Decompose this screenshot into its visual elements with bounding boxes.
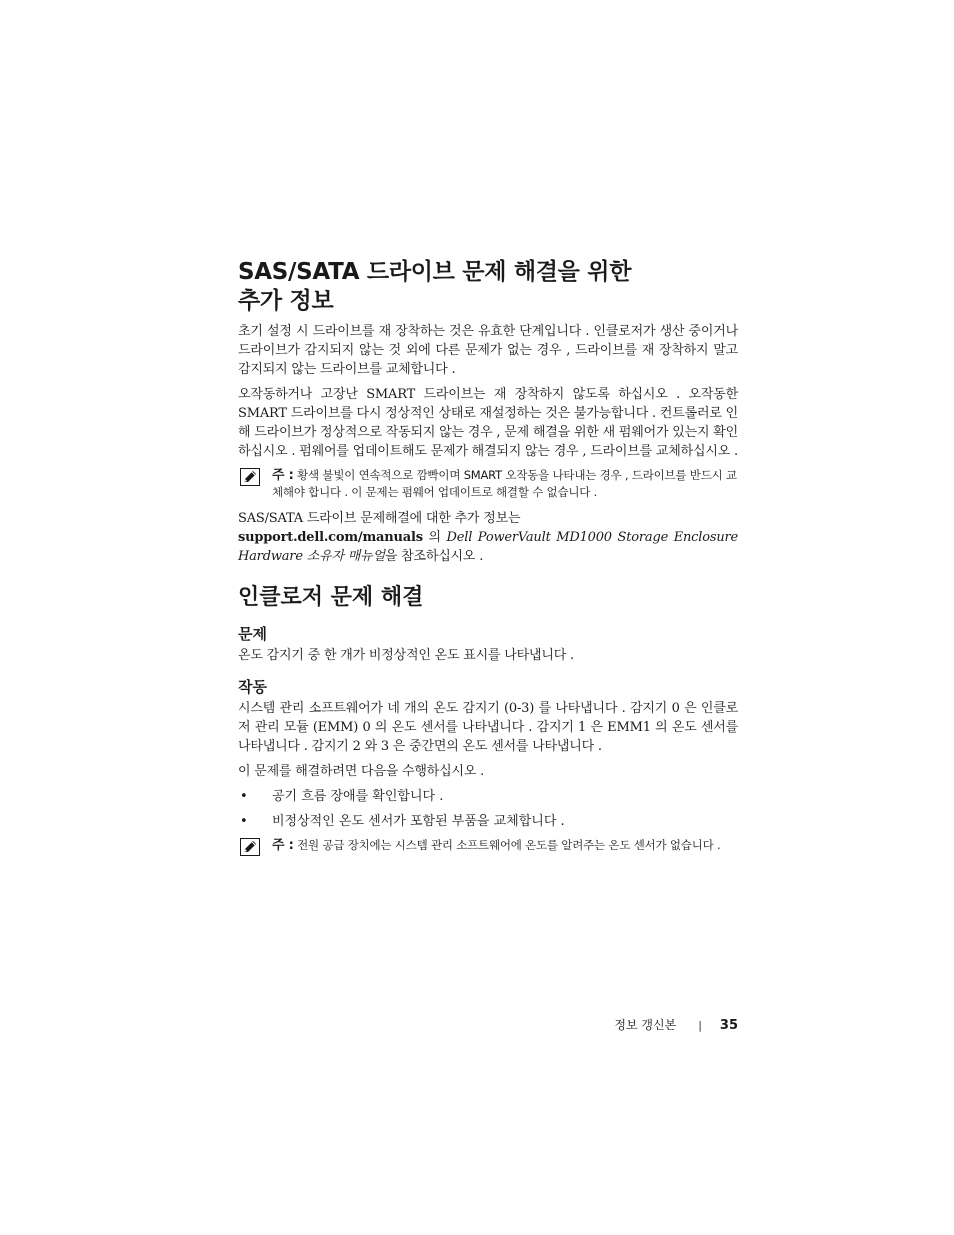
paragraph-reseat: 초기 설정 시 드라이브를 재 장착하는 것은 유효한 단계입니다 . 인클로저가 생산 중이거나 드라이브가 감지되지 않는 것 외에 다른 문제가 없는 경우 , 드라이브를 재 장착하지 말고 감지되지 않는 드라이브를 교체합니다 . bbox=[238, 324, 738, 377]
section-title-line1: SAS/SATA 드라이브 문제 해결을 위한 bbox=[238, 259, 632, 285]
action-paragraph-steps: 이 문제를 해결하려면 다음을 수행하십시오 . bbox=[238, 764, 485, 779]
support-link[interactable]: support.dell.com/manuals bbox=[238, 530, 423, 545]
note-smart bbox=[238, 467, 738, 501]
bullet-icon: • bbox=[240, 814, 248, 829]
more-info-mid: 의 bbox=[422, 530, 447, 545]
problem-text: 온도 감지기 중 한 개가 비정상적인 온도 표시를 나타냅니다 . bbox=[238, 648, 574, 663]
bullet-icon: • bbox=[240, 789, 248, 804]
paragraph-more-info bbox=[238, 509, 738, 566]
note-text: 황색 불빛이 연속적으로 깜빡이며 SMART 오작동을 나타내는 경우 , 드라이브를 반드시 교체해야 합니다 . 이 문제는 펌웨어 업데이트로 해결할 수 없습니다 . bbox=[272, 468, 737, 499]
list-item-text: 공기 흐름 장애를 확인합니다 . bbox=[272, 789, 444, 804]
note-label: 주 : bbox=[272, 838, 294, 853]
list-item-text: 비정상적인 온도 센서가 포함된 부품을 교체합니다 . bbox=[272, 814, 565, 829]
footer-separator: | bbox=[698, 1019, 702, 1032]
note-text: 전원 공급 장치에는 시스템 관리 소프트웨어에 온도를 알려주는 온도 센서가 없습니다 . bbox=[293, 838, 721, 852]
note-power-supply bbox=[238, 837, 738, 854]
list-item bbox=[238, 812, 738, 831]
problem-heading: 문제 bbox=[238, 625, 267, 643]
page-footer bbox=[0, 1016, 738, 1035]
pencil-note-icon bbox=[240, 838, 260, 856]
more-info-suffix: 을 참조하십시오 . bbox=[384, 549, 484, 564]
paragraph-smart: 오작동하거나 고장난 SMART 드라이브는 재 장착하지 않도록 하십시오 . 오작동한 SMART 드라이브를 다시 정상적인 상태로 재설정하는 것은 불가능합니다 . 컨트롤러로 인해 드라이브가 정상적으로 작동되지 않는 경우 , 문제 해결을 위한 새 펌웨어가 있는지 확인하십시오 . 펌웨어를 업데이트해도 문제가 해결되지 않는 경우 , 드라이브를 교체하십시오 . bbox=[238, 387, 738, 459]
more-info-prefix: SAS/SATA 드라이브 문제해결에 대한 추가 정보는 bbox=[238, 511, 521, 526]
pencil-note-icon bbox=[240, 468, 260, 486]
note-label: 주 : bbox=[272, 468, 294, 483]
action-list bbox=[238, 787, 738, 831]
list-item bbox=[238, 787, 738, 806]
action-paragraph-sensors: 시스템 관리 소프트웨어가 네 개의 온도 감지기 (0-3) 를 나타냅니다 . 감지기 0 은 인클로저 관리 모듈 (EMM) 0 의 온도 센서를 나타냅니다 . 감지기 1 은 EMM1 의 온도 센서를 나타냅니다 . 감지기 2 와 3 은 중간면의 온도 센서를 나타냅니다 . bbox=[238, 701, 738, 754]
section-title-enclosure: 인클로저 문제 해결 bbox=[238, 585, 424, 610]
page-number: 35 bbox=[719, 1018, 738, 1033]
page-content bbox=[238, 258, 738, 862]
action-heading: 작동 bbox=[238, 678, 267, 696]
footer-section-name: 정보 갱신본 bbox=[614, 1018, 677, 1032]
manual-title: Dell PowerVault MD1000 Storage Enclosure Hardware 소유자 매뉴얼 bbox=[238, 530, 738, 564]
section-title-line2: 추가 정보 bbox=[238, 288, 334, 314]
section-title-sas-sata bbox=[238, 258, 738, 316]
